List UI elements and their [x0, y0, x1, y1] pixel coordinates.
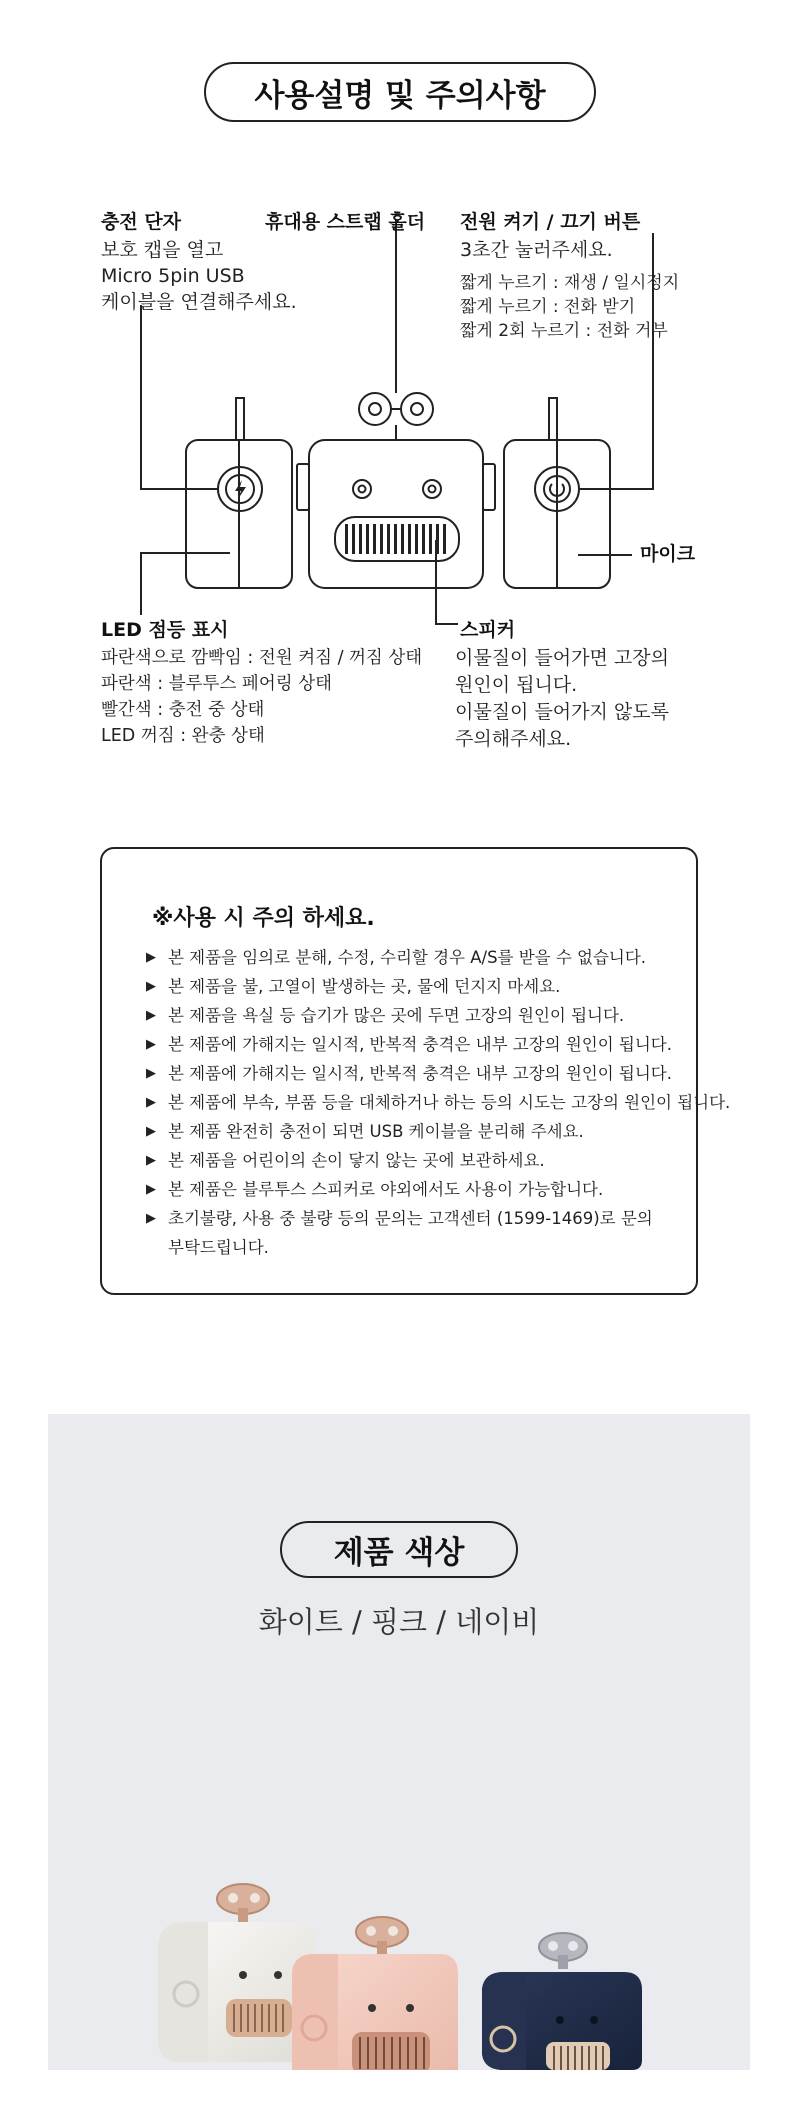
left-side-strap-loop: [236, 398, 244, 440]
notice-item: ▶ 초기불량, 사용 중 불량 등의 문의는 고객센터 (1599-1469)로 문의: [146, 1204, 730, 1233]
notice-item: ▶ 본 제품에 가해지는 일시적, 반복적 충격은 내부 고장의 원인이 됩니다.: [146, 1030, 730, 1059]
power-line-3: 짧게 2회 누르기 : 전화 거부: [460, 321, 668, 341]
bullet-icon: ▶: [146, 1211, 156, 1226]
front-unit: [309, 440, 483, 588]
led-line-2: 파란색 : 블루투스 페어링 상태: [101, 674, 333, 694]
colors-subtitle: 화이트 / 핑크 / 네이비: [258, 1605, 540, 1639]
key-holder-right: [401, 393, 433, 425]
notice-item: ▶ 본 제품은 블루투스 스피커로 야외에서도 사용이 가능합니다.: [146, 1175, 730, 1204]
bullet-icon: ▶: [146, 1066, 156, 1081]
product-colors-section: [48, 1414, 750, 2070]
led-line-4: LED 꺼짐 : 완충 상태: [101, 726, 265, 746]
speaker-title: 스피커: [460, 619, 516, 641]
bullet-icon: ▶: [146, 950, 156, 965]
speaker-line-2: 원인이 됩니다.: [455, 674, 578, 696]
notice-item: ▶ 본 제품에 부속, 부품 등을 대체하거나 하는 등의 시도는 고장의 원인이 됩니다.: [146, 1088, 730, 1117]
notice-item: ▶ 본 제품을 불, 고열이 발생하는 곳, 물에 던지지 마세요.: [146, 972, 730, 1001]
power-line-1: 짧게 누르기 : 재생 / 일시정지: [460, 273, 680, 293]
bullet-icon: ▶: [146, 1182, 156, 1197]
product-photo: [48, 1414, 750, 2070]
notice-item: ▶ 본 제품 완전히 충전이 되면 USB 케이블을 분리해 주세요.: [146, 1117, 730, 1146]
charge-port-line-1: 보호 캡을 열고: [101, 239, 224, 261]
notice-item: ▶ 본 제품에 가해지는 일시적, 반복적 충격은 내부 고장의 원인이 됩니다.: [146, 1059, 730, 1088]
notice-list: [146, 943, 730, 1262]
pink-speaker: [292, 1917, 458, 2070]
speaker-line-3: 이물질이 들어가지 않도록: [455, 701, 669, 723]
power-button-desc: 3초간 눌러주세요.: [460, 239, 613, 261]
section-title: 사용설명 및 주의사항: [254, 77, 546, 114]
power-button-title: 전원 켜기 / 끄기 버튼: [460, 211, 641, 233]
charge-icon: [235, 480, 246, 499]
bullet-icon: ▶: [146, 979, 156, 994]
colors-title: 제품 색상: [333, 1535, 465, 1571]
bullet-icon: ▶: [146, 1095, 156, 1110]
bullet-icon: ▶: [146, 1124, 156, 1139]
power-line-2: 짧게 누르기 : 전화 받기: [460, 297, 636, 317]
led-line-3: 빨간색 : 충전 중 상태: [101, 700, 265, 720]
eye-left: [353, 480, 371, 498]
led-title: LED 점등 표시: [101, 619, 229, 641]
speaker-line-4: 주의해주세요.: [455, 728, 572, 750]
bullet-icon: ▶: [146, 1153, 156, 1168]
notice-item: ▶ 본 제품을 욕실 등 습기가 많은 곳에 두면 고장의 원인이 됩니다.: [146, 1001, 730, 1030]
navy-speaker: [482, 1933, 642, 2070]
callout-charge: [141, 305, 218, 489]
charge-port-line-2: Micro 5pin USB: [101, 265, 245, 287]
notice-title: ※사용 시 주의 하세요.: [152, 906, 375, 931]
notice-box: [100, 847, 731, 1295]
charge-port-title: 충전 단자: [101, 211, 182, 233]
notice-item: ▶ 본 제품을 임의로 분해, 수정, 수리할 경우 A/S를 받을 수 없습니다.: [146, 943, 730, 972]
speaker-line-1: 이물질이 들어가면 고장의: [455, 647, 669, 669]
mic-label: 마이크: [640, 543, 696, 565]
eye-right: [423, 480, 441, 498]
bullet-icon: ▶: [146, 1008, 156, 1023]
charge-port-line-3: 케이블을 연결해주세요.: [101, 291, 297, 313]
led-line-1: 파란색으로 깜빡임 : 전원 켜짐 / 꺼짐 상태: [101, 648, 423, 668]
strap-holder-title: 휴대용 스트랩 홀더: [265, 211, 426, 233]
bullet-icon: ▶: [146, 1037, 156, 1052]
key-holder-left: [359, 393, 391, 425]
notice-item-continuation: 부탁드립니다.: [168, 1238, 269, 1257]
notice-item: ▶ 본 제품을 어린이의 손이 닿지 않는 곳에 보관하세요.: [146, 1146, 730, 1175]
